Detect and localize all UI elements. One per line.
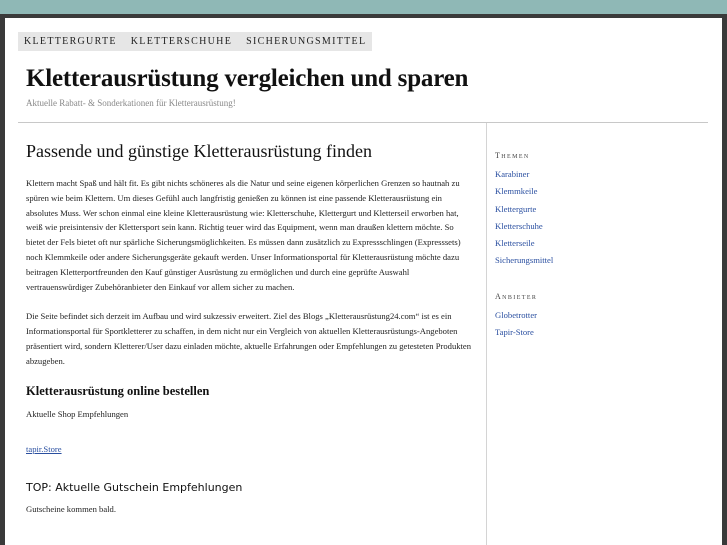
list-item: [495, 166, 695, 183]
list-item: [495, 235, 695, 252]
article-paragraph-2: Die Seite befindet sich derzeit im Aufbau und wird sukzessiv erweitert. Ziel des Blogs „Kletterausrüstung24.com“ ist es ein Informationsportal für Sportkletterer zu schaffen, in dem nicht nur ein Vergleich von aktuellen Kletterausrüstungs-Angeboten präsentiert wird, sondern Kletterer/User dazu einladen möchte, aktuelle Erfahrungen oder Empfehlungen zu getesteten Produkten abzugeben.: [26, 311, 472, 366]
sidebar-anbieter-title: Anbieter: [495, 291, 538, 301]
sidebar-link-karabiner[interactable]: Karabiner: [495, 169, 530, 179]
list-item: [495, 201, 695, 218]
main-content: [26, 141, 474, 534]
coupon-text: Gutscheine kommen bald.: [26, 503, 116, 514]
sidebar-link-klemmkeile[interactable]: Klemmkeile: [495, 186, 538, 197]
top-navigation: [18, 32, 372, 51]
sidebar: [495, 151, 695, 363]
article-paragraph-1: Klettern macht Spaß und hält fit. Es gibt nichts schöneres als die Natur und seine eigenen körperlichen Grenzen so hautnah zu spüren wie beim Klettern. Um dieses Gefühl auch langfristig genießen zu können ist eine passende Kletterausrüstung ein absolutes Muss. Wer schon einmal eine kleine Kletterausrüstung wie: Kletterschuhe, Klettergurt und Kletterseil erworben hat, weiß wie preisintensiv der Klettersport sein kann. Richtig teuer wird das Equipment, wenn man draußen klettern möchte. So bietet der Fels bietet oft nur spärliche Sicherungsmöglichkeiten. Es müssen dann zusätzlich zu Expressschlingen (Expresssets) noch Klemmkeile oder andere Sicherungsgeräte gekauft werden. Unser Informationsportal für Kletterausrüstung möchte dazu beitragen Kletterportfreunden den Kauf günstiger Ausrüstung zu ermöglichen und durch eine geprüfte Auswahl vertrauenswürdiger Zubehöranbieter den Einkauf vor allem sicher zu machen.: [26, 178, 461, 292]
coupon-heading: TOP: Aktuelle Gutschein Empfehlungen: [26, 480, 243, 494]
nav-item-kletterschuhe[interactable]: KLETTERSCHUHE: [130, 36, 233, 47]
sidebar-themen-title: Themen: [495, 151, 530, 160]
list-item: [495, 218, 695, 235]
sidebar-link-tapir-store[interactable]: Tapir-Store: [495, 327, 534, 338]
list-item: [495, 252, 695, 269]
nav-item-sicherungsmittel[interactable]: SICHERUNGSMITTEL: [246, 36, 367, 47]
sidebar-divider: [486, 123, 487, 545]
header-divider: [18, 122, 708, 123]
list-item: [495, 324, 695, 341]
article-heading: Passende und günstige Kletterausrüstung finden: [26, 141, 372, 161]
list-item: [495, 183, 695, 200]
sidebar-link-sicherungsmittel[interactable]: Sicherungsmittel: [495, 255, 554, 266]
page-body: [5, 18, 722, 545]
top-accent-bar: [0, 0, 727, 14]
sidebar-themen-list: [495, 166, 695, 270]
sidebar-link-globetrotter[interactable]: Globetrotter: [495, 309, 537, 320]
list-item: [495, 307, 695, 324]
sidebar-link-kletterseile[interactable]: Kletterseile: [495, 238, 535, 249]
sidebar-link-klettergurte[interactable]: Klettergurte: [495, 203, 537, 214]
buy-online-heading: Kletterausrüstung online bestellen: [26, 383, 210, 398]
sidebar-anbieter-list: [495, 307, 695, 342]
nav-item-klettergurte[interactable]: KLETTERGURTE: [24, 36, 117, 47]
site-tagline: Aktuelle Rabatt- & Sonderkationen für Kletterausrüstung!: [26, 98, 236, 108]
page-frame: [0, 14, 727, 545]
shop-recommendations-label: Aktuelle Shop Empfehlungen: [26, 408, 129, 419]
sidebar-link-kletterschuhe[interactable]: Kletterschuhe: [495, 220, 543, 231]
site-title[interactable]: Kletterausrüstung vergleichen und sparen: [26, 65, 469, 92]
tapir-store-link[interactable]: tapir.Store: [26, 443, 62, 454]
